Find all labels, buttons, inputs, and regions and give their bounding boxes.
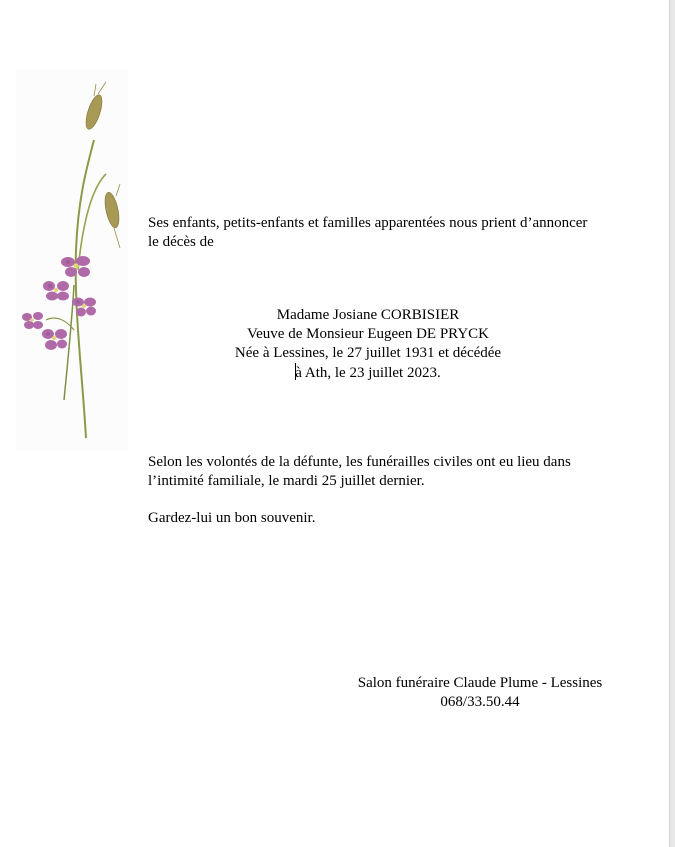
wishes-line-2: l’intimité familiale, le mardi 25 juillet dernier.	[148, 473, 425, 489]
closing-line: Gardez-lui un bon souvenir.	[148, 510, 316, 526]
deceased-death: à Ath, le 23 juillet 2023.	[295, 365, 441, 381]
intro-paragraph	[148, 214, 587, 252]
deceased-block	[148, 306, 588, 383]
flower-illustration	[16, 70, 128, 450]
intro-line-2: le décès de	[148, 234, 214, 250]
funeral-home-signature	[330, 674, 630, 712]
deceased-birth: Née à Lessines, le 27 juillet 1931 et décédée	[234, 345, 502, 361]
deceased-spouse: Veuve de Monsieur Eugeen DE PRYCK	[246, 326, 490, 342]
deceased-death-line[interactable]	[148, 363, 588, 383]
intro-line-1: Ses enfants, petits-enfants et familles apparentées nous prient d’annoncer	[148, 215, 588, 231]
deceased-name: Madame Josiane CORBISIER	[276, 307, 460, 323]
wishes-line-1: Selon les volontés de la défunte, les funérailles civiles ont eu lieu dans	[148, 454, 571, 470]
wishes-paragraph	[148, 453, 571, 491]
funeral-home-phone: 068/33.50.44	[440, 694, 520, 710]
vertical-scrollbar[interactable]	[669, 0, 675, 847]
funeral-home-name: Salon funéraire Claude Plume - Lessines	[357, 675, 603, 691]
